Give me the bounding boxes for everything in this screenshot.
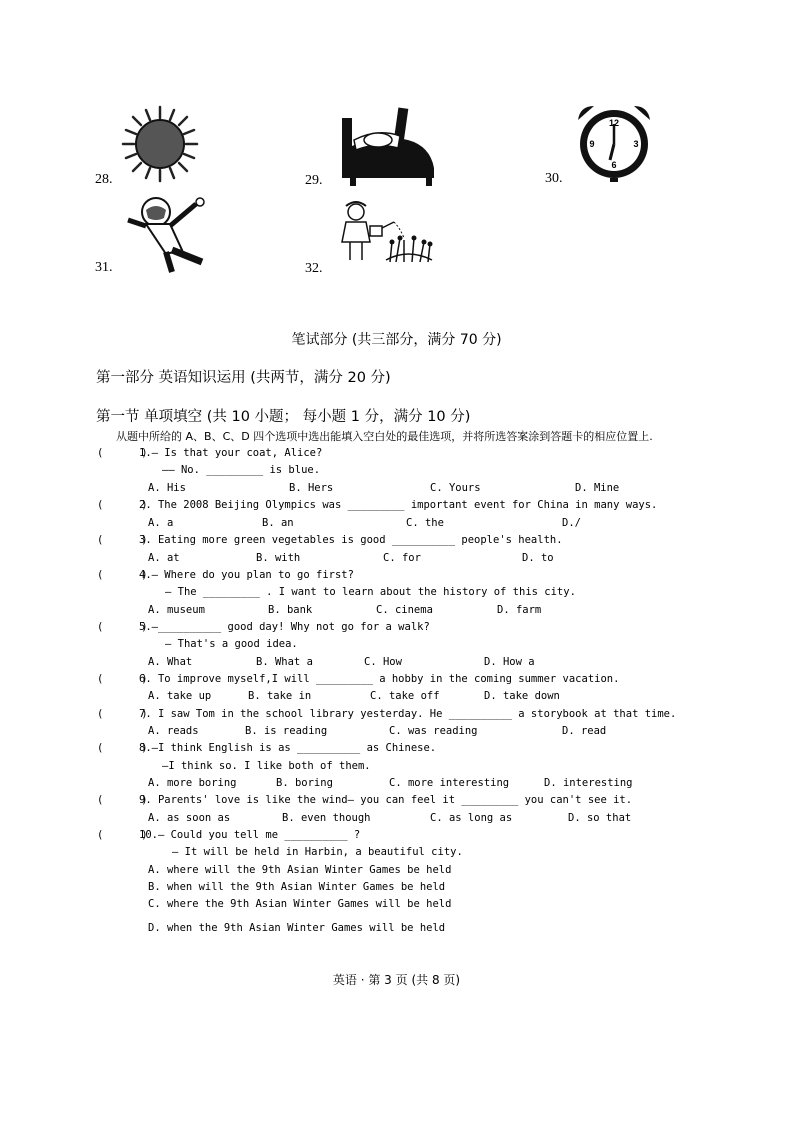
question-10-stem: 10.— Could you tell me __________ ? — [139, 829, 361, 841]
answer-paren: ( ) — [97, 447, 148, 459]
option-c: C. more interesting — [389, 777, 510, 789]
question-4-stem: 4.— Where do you plan to go first? — [139, 569, 354, 581]
option-d: D. to — [522, 552, 554, 564]
option-a: A. museum — [148, 604, 205, 616]
option-d: D. read — [562, 725, 607, 737]
answer-paren: ( ) — [97, 534, 148, 546]
answer-paren: ( ) — [97, 742, 148, 754]
option-c: C. take off — [370, 690, 440, 702]
instructions: 从题中所给的 A、B、C、D 四个选项中选出能填入空白处的最佳选项，并将所选答案涂到答题卡的相应位置上. — [116, 430, 653, 443]
option-b: B. with — [256, 552, 301, 564]
question-4-line2: — The _________ . I want to learn about the history of this city. — [165, 586, 576, 598]
section1-title: 第一节 单项填空 (共 10 小题； 每小题 1 分，满分 10 分) — [96, 409, 471, 425]
girl-watering-flowers-icon — [334, 198, 434, 268]
question-6-stem: 6. To improve myself,I will _________ a hobby in the coming summer vacation. — [139, 673, 620, 685]
bed-icon — [338, 106, 438, 186]
sun-icon — [120, 104, 200, 184]
option-c: C. Yours — [430, 482, 481, 494]
question-5-stem: 5.—__________ good day! Why not go for a walk? — [139, 621, 430, 633]
option-c: C. where the 9th Asian Winter Games will be held — [148, 898, 452, 910]
picture-number-29: 29. — [305, 173, 323, 188]
option-c: C. as long as — [430, 812, 513, 824]
picture-number-28: 28. — [95, 172, 113, 187]
page-footer: 英语 · 第 3 页 (共 8 页) — [332, 973, 461, 987]
option-a: A. take up — [148, 690, 212, 702]
option-a: A. as soon as — [148, 812, 231, 824]
option-b: B. is reading — [245, 725, 328, 737]
option-a: A. His — [148, 482, 186, 494]
option-b: B. even though — [282, 812, 371, 824]
question-10-line2: — It will be held in Harbin, a beautiful city. — [172, 846, 463, 858]
answer-paren: ( ) — [97, 621, 148, 633]
option-c: C. the — [406, 517, 444, 529]
option-a: A. more boring — [148, 777, 237, 789]
question-8-line2: —I think so. I like both of them. — [162, 760, 371, 772]
question-9-stem: 9. Parents' love is like the wind— you can feel it _________ you can't see it. — [139, 794, 633, 806]
svg-text:12: 12 — [608, 118, 620, 128]
svg-text:3: 3 — [633, 139, 639, 149]
option-d: D. interesting — [544, 777, 633, 789]
written-part-title: 笔试部分 (共三部分，满分 70 分) — [291, 332, 502, 348]
question-1-stem: 1.— Is that your coat, Alice? — [139, 447, 323, 459]
question-2-stem: 2. The 2008 Beijing Olympics was _________ important event for China in many ways. — [139, 499, 658, 511]
picture-number-32: 32. — [305, 261, 323, 276]
option-d: D. when the 9th Asian Winter Games will be held — [148, 922, 446, 934]
answer-paren: ( ) — [97, 829, 148, 841]
option-c: C. How — [364, 656, 402, 668]
astronaut-icon — [126, 194, 210, 274]
answer-paren: ( ) — [97, 794, 148, 806]
option-d: D. so that — [568, 812, 632, 824]
question-8-stem: 8.—I think English is as __________ as Chinese. — [139, 742, 437, 754]
option-c: C. for — [383, 552, 421, 564]
answer-paren: ( ) — [97, 569, 148, 581]
option-c: C. was reading — [389, 725, 478, 737]
option-b: B. What a — [256, 656, 313, 668]
answer-paren: ( ) — [97, 499, 148, 511]
option-c: C. cinema — [376, 604, 433, 616]
option-d: D. take down — [484, 690, 560, 702]
option-a: A. at — [148, 552, 180, 564]
answer-paren: ( ) — [97, 708, 148, 720]
option-b: B. when will the 9th Asian Winter Games be held — [148, 881, 446, 893]
option-a: A. What — [148, 656, 193, 668]
question-7-stem: 7. I saw Tom in the school library yesterday. He __________ a storybook at that time. — [139, 708, 677, 720]
question-3-stem: 3. Eating more green vegetables is good __________ people's health. — [139, 534, 563, 546]
option-a: A. reads — [148, 725, 199, 737]
svg-text:6: 6 — [611, 160, 617, 170]
option-b: B. Hers — [289, 482, 334, 494]
answer-paren: ( ) — [97, 673, 148, 685]
question-5-line2: — That's a good idea. — [165, 638, 298, 650]
option-d: D./ — [562, 517, 581, 529]
option-b: B. an — [262, 517, 294, 529]
svg-text:9: 9 — [589, 139, 595, 149]
option-b: B. take in — [248, 690, 312, 702]
picture-number-31: 31. — [95, 260, 113, 275]
option-a: A. where will the 9th Asian Winter Games be held — [148, 864, 452, 876]
option-b: B. boring — [276, 777, 333, 789]
question-1-line2: —— No. _________ is blue. — [162, 464, 321, 476]
part1-title: 第一部分 英语知识运用 (共两节，满分 20 分) — [96, 370, 391, 386]
option-a: A. a — [148, 517, 174, 529]
alarm-clock-icon — [570, 102, 658, 182]
picture-number-30: 30. — [545, 171, 563, 186]
option-d: D. How a — [484, 656, 535, 668]
option-b: B. bank — [268, 604, 313, 616]
option-d: D. Mine — [575, 482, 620, 494]
option-d: D. farm — [497, 604, 542, 616]
